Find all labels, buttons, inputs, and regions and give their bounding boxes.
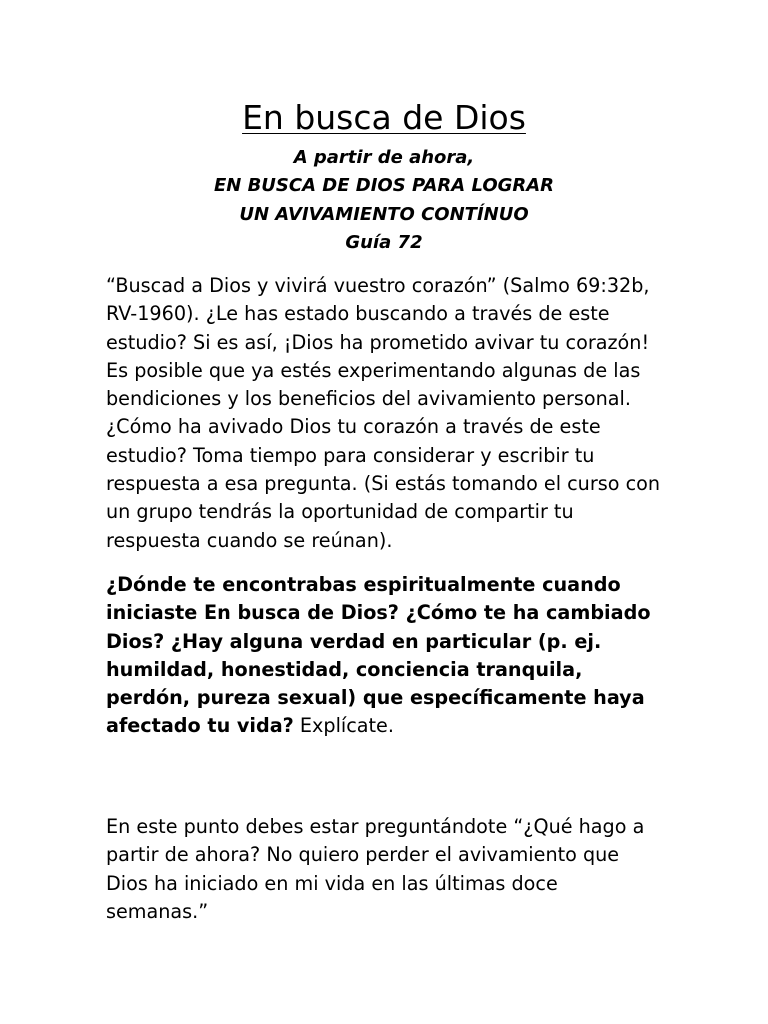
closing-paragraph: En este punto debes estar preguntándote “¿Qué hago a partir de ahora? No quiero perder el avivamiento que Dios ha iniciado en mi vida en las últimas doce semanas.” [106,815,645,923]
subtitle-line: UN AVIVAMIENTO CONTÍNUO [239,203,529,225]
reflection-question-bold: ¿Dónde te encontrabas espiritualmente cuando iniciaste En busca de Dios? ¿Cómo te ha cambiado Dios? ¿Hay alguna verdad en particular (p. ej. humildad, honestidad, conciencia tranquila, perdón, pureza sexual) que específicamente haya afectado tu vida? [106,573,651,738]
document-title-text: En busca de Dios [242,98,526,137]
subtitle-line: A partir de ahora, [293,147,475,168]
reflection-question-tail: Explícate. [293,714,394,738]
reflection-question [106,571,666,741]
document-title [0,96,768,140]
document-subtitle [0,144,768,257]
intro-paragraph: “Buscad a Dios y vivirá vuestro corazón” (Salmo 69:32b, RV-1960). ¿Le has estado buscando a través de este estudio? Si es así, ¡Dios ha prometido avivar tu corazón! Es posible que ya estés experimentando algunas de las bendiciones y los beneficios del avivamiento personal. ¿Cómo ha avivado Dios tu corazón a través de este estudio? Toma tiempo para considerar y escribir tu respuesta a esa pregunta. (Si estás tomando el curso con un grupo tendrás la oportunidad de compartir tu respuesta cuando se reúnan). [106,274,661,552]
subtitle-line: Guía 72 [345,231,423,253]
subtitle-line: EN BUSCA DE DIOS PARA LOGRAR [213,175,555,197]
